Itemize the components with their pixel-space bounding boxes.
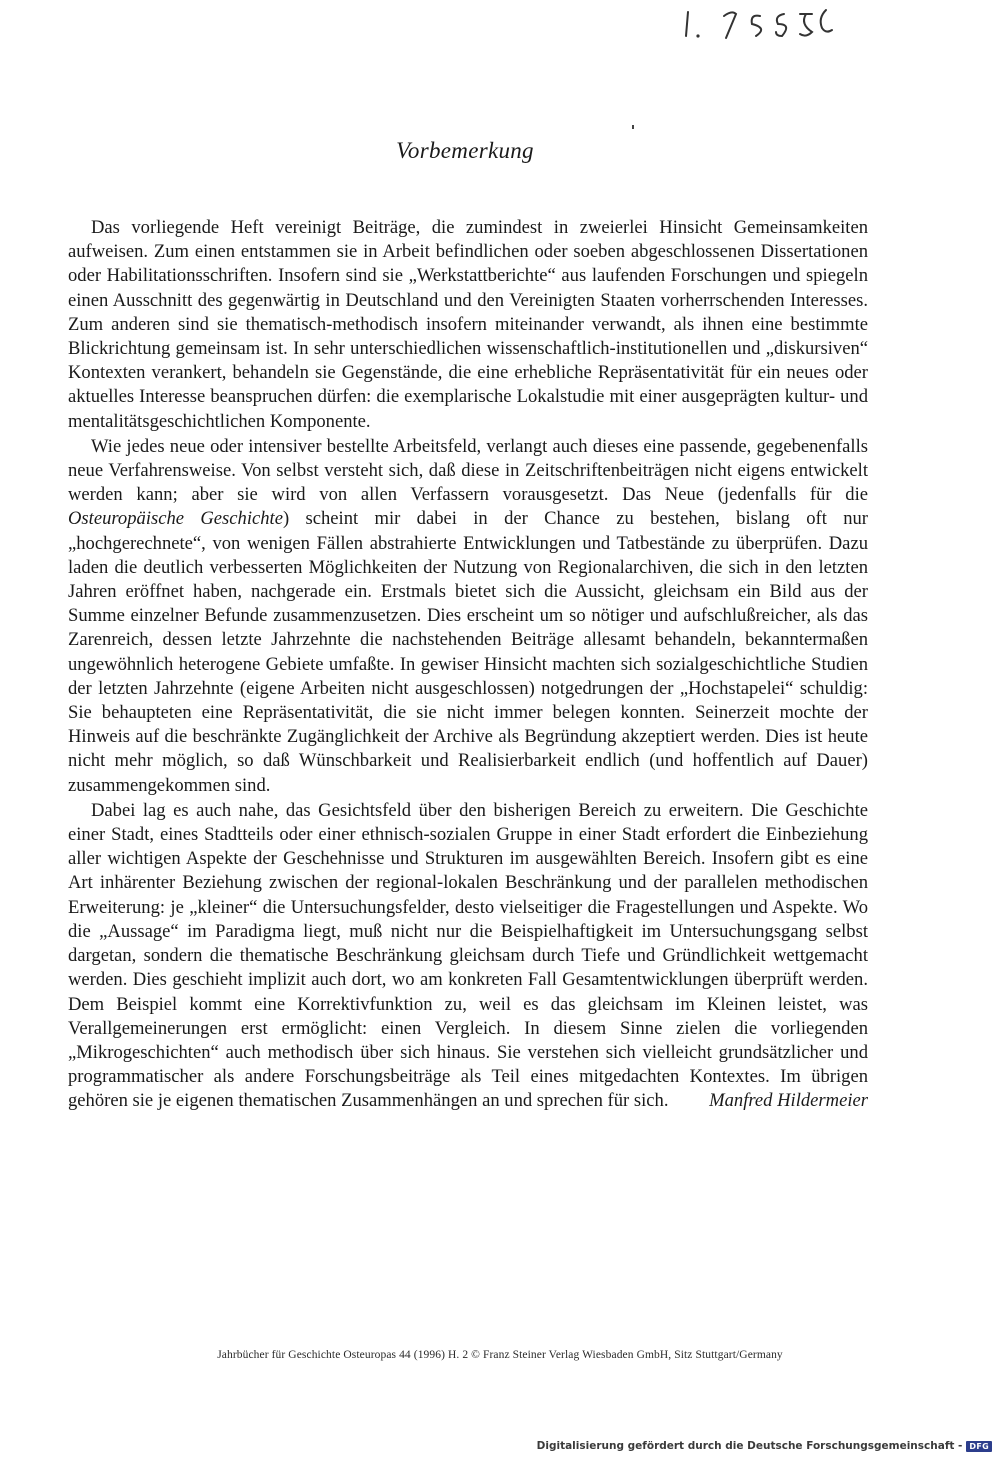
paragraph-2-part-1: Wie jedes neue oder intensiver bestellte Arbeitsfeld, verlangt auch dieses eine passende, gegebenenfalls neue Verfahrensweise. Von selbst versteht sich, daß diese in Zeitschriftenbeiträgen nicht eigens entwickelt werden kann; aber sie wird von allen Verfassern vorausgesetzt. Das Neue (jedenfalls für die bbox=[68, 435, 868, 506]
paragraph-3 bbox=[68, 799, 868, 1114]
handwritten-shelfmark bbox=[680, 2, 850, 46]
digitization-note: Digitalisierung gefördert durch die Deutsche Forschungsgemeinschaft - bbox=[536, 1440, 963, 1452]
paragraph-3-text: Dabei lag es auch nahe, das Gesichtsfeld über den bisherigen Bereich zu erweitern. Die Geschichte einer Stadt, eines Stadtteils oder einer ethnisch-sozialen Gruppe in einer Stadt erfordert die Einbeziehung aller wichtigen Aspekte der Geschehnisse und Strukturen im ausgewählten Bereich. Insofern gibt es eine Art inhärenter Beziehung zwischen der regional-lokalen Beschränkung und der parallelen methodischen Erweiterung: je „kleiner“ die Untersuchungsfelder, desto vielseitiger die Fragestellungen und Aspekte. Wo die „Aussage“ im Paradigma liegt, muß nicht nur die Beispielhaftigkeit im Untersuchungsgang selbst dargetan, sondern die thematische Beschränkung gleichsam durch Tiefe und Gründlichkeit wettgemacht werden. Dies geschieht implizit auch dort, wo am konkreten Fall Gesamtentwicklungen überprüft werden. Dem Beispiel kommt eine Korrektivfunktion zu, weil es das gleichsam im Kleinen leistet, was Verallgemeinerungen erst ermöglicht: einen Vergleich. In diesem Sinne zielen die vorliegenden „Mikrogeschichten“ auch methodisch über sich hinaus. Sie verstehen sich vielleicht grundsätzlicher und programmatischer als andere Forschungsbeiträge als Teil eines mitgedachten Kontextes. Im übrigen gehören sie je eigenen thematischen Zusammenhängen an und sprechen für sich. bbox=[68, 799, 868, 1112]
digitization-credit bbox=[537, 1440, 992, 1452]
paragraph-2-italic: Osteuropäische Geschichte bbox=[68, 508, 283, 530]
paragraph-1: Das vorliegende Heft vereinigt Beiträge, die zumindest in zweierlei Hinsicht Gemeinsamkeiten aufweisen. Zum einen entstammen sie in Arbeit befindlichen oder soeben abgeschlossenen Dissertationen oder Habilitationsschriften. Insofern sind sie „Werkstattberichte“ aus laufenden Forschungen und spiegeln einen Ausschnitt des gegenwärtig in Deutschland und den Vereinigten Staaten vorherrschenden Interesses. Zum anderen sind sie thematisch-methodisch insofern miteinander verwandt, als ihnen eine bestimmte Blickrichtung gemeinsam ist. In sehr unterschiedlichen wissenschaftlich-institutionellen und „diskursiven“ Kontexten verankert, behandeln sie Gegenstände, die eine erhebliche Repräsentativität für ein neues oder aktuelles Interesse beanspruchen dürfen: die exemplarische Lokalstudie mit einer ausgeprägten kultur- und mentalitätsgeschichtlichen Komponente. bbox=[68, 217, 868, 432]
page-title: Vorbemerkung bbox=[396, 138, 534, 163]
body-text bbox=[68, 216, 868, 1114]
paragraph-2-part-2: ) scheint mir dabei in der Chance zu bestehen, bislang oft nur „hochgerechnete“, von wenigen Fällen abstrahierte Entwicklungen und Tatbestände zu überprüfen. Dazu laden die deutlich verbesserten Möglichkeiten der Nutzung von Regionalarchiven, die sich in den letzten Jahren eröffnet haben, nachgerade ein. Erstmals bietet sich die Aussicht, gleichsam ein Bild aus der Summe einzelner Befunde zusammenzusetzen. Dies erscheint um so nötiger und aufschlußreicher, als das Zarenreich, dessen letzte Jahrzehnte die nachstehenden Beiträge allesamt behandeln, bekanntermaßen ungewöhnlich heterogene Gebiete umfaßte. In gewiser Hinsicht machten sich sozialgeschichtliche Studien der letzten Jahrzehnte (eigene Arbeiten nicht ausgeschlossen) notgedrungen der „Hochstapelei“ schuldig: Sie behaupteten eine Repräsentativität, die sie nicht immer belegen konnten. Seinerzeit mochte der Hinweis auf die beschränkte Zugänglichkeit der Archive als Begründung akzeptiert werden. Dies ist heute nicht mehr möglich, so daß Wünschbarkeit und Realisierbarkeit endlich (und hoffentlich auf Dauer) zusammengekommen sind. bbox=[68, 508, 868, 796]
journal-footer: Jahrbücher für Geschichte Osteuropas 44 (1996) H. 2 © Franz Steiner Verlag Wiesbaden GmbH, Sitz Stuttgart/Germany bbox=[217, 1349, 783, 1361]
scan-speck bbox=[632, 125, 634, 129]
author-signature: Manfred Hildermeier bbox=[709, 1090, 868, 1112]
paragraph-2 bbox=[68, 435, 868, 798]
dfg-logo-icon: DFG bbox=[966, 1441, 992, 1452]
